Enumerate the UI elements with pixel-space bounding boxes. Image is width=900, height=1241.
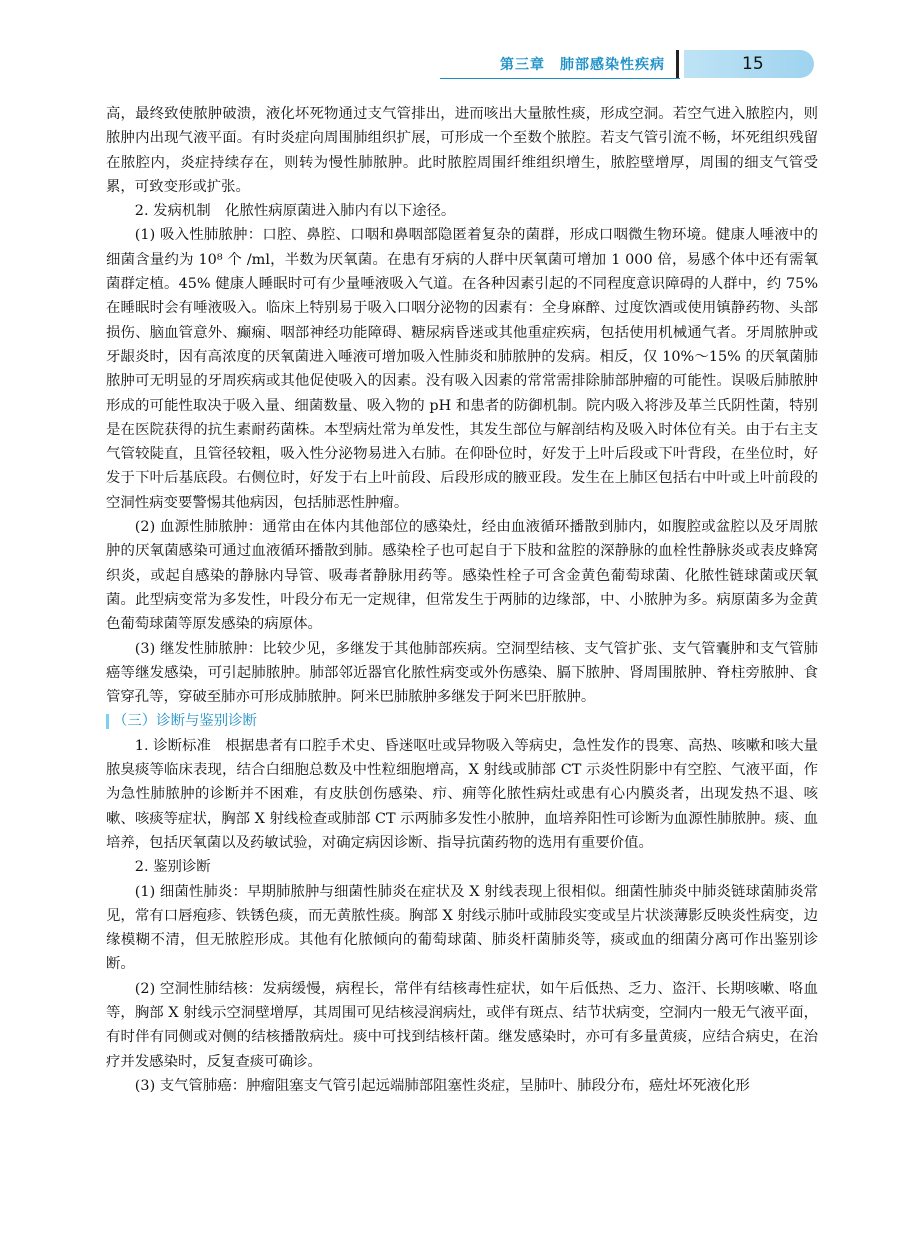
paragraph: (2) 血源性肺脓肿：通常由在体内其他部位的感染灶，经由血液循环播散到肺内，如腹腔或盆腔以及牙周脓肿的厌氧菌感染可通过血液循环播散到肺。感染栓子也可起自于下肢和盆腔的深静脉的血栓性静脉炎或表皮蜂窝织炎，或起自感染的静脉内导管、吸毒者静脉用药等。感染性栓子可含金黄色葡萄球菌、化脓性链球菌或厌氧菌。此型病变常为多发性，叶段分布无一定规律，但常发生于两肺的边缘部，中、小脓肿为多。病原菌多为金黄色葡萄球菌等原发感染的病原体。 [106, 519, 818, 633]
header-divider [676, 50, 679, 78]
page-number: 15 [742, 54, 764, 74]
paragraph: (1) 吸入性肺脓肿：口腔、鼻腔、口咽和鼻咽部隐匿着复杂的菌群，形成口咽微生物环境。健康人唾液中的细菌含量约为 10⁸ 个 /ml，半数为厌氧菌。在患有牙病的人群中厌氧菌可增加 1 000 倍，易感个体中还有需氧菌群定植。45% 健康人睡眠时可有少量唾液吸入气道。在各种因素引起的不同程度意识障碍的人群中，约 75% 在睡眠时会有唾液吸入。临床上特别易于吸入口咽分泌物的因素有：全身麻醉、过度饮酒或使用镇静药物、头部损伤、脑血管意外、癫痫、咽部神经功能障碍、糖尿病昏迷或其他重症疾病，包括使用机械通气者。牙周脓肿或牙龈炎时，因有高浓度的厌氧菌进入唾液可增加吸入性肺炎和肺脓肿的发病。相反，仅 10%～15% 的厌氧菌肺脓肿可无明显的牙周疾病或其他促使吸入的因素。没有吸入因素的常常需排除肺部肿瘤的可能性。误吸后肺脓肿形成的可能性取决于吸入量、细菌数量、吸入物的 pH 和患者的防御机制。院内吸入将涉及革兰氏阴性菌，特别是在医院获得的抗生素耐药菌株。本型病灶常为单发性，其发生部位与解剖结构及吸入时体位有关。由于右主支气管较陡直，且管径较粗，吸入性分泌物易进入右肺。在仰卧位时，好发于上叶后段或下叶背段，在坐位时，好发于下叶后基底段。右侧位时，好发于右上叶前段、后段形成的腋亚段。发生在上肺区包括右中叶或上叶前段的空洞性病变要警惕其他病因，包括肺恶性肿瘤。 [106, 227, 818, 511]
paragraph: (3) 支气管肺癌：肿瘤阻塞支气管引起远端肺部阻塞性炎症，呈肺叶、肺段分布，癌灶坏死液化形 [134, 1077, 750, 1094]
section-heading-text: （三）诊断与鉴别诊断 [113, 713, 257, 730]
heading-marker [106, 714, 109, 729]
paragraph: (3) 继发性肺脓肿：比较少见，多继发于其他肺部疾病。空洞型结核、支气管扩张、支气管囊肿和支气管肺癌等继发感染，可引起肺脓肿。肺部邻近器官化脓性病变或外伤感染、膈下脓肿、肾周围脓肿、脊柱旁脓肿、食管穿孔等，穿破至肺亦可形成肺脓肿。阿米巴肺脓肿多继发于阿米巴肝脓肿。 [106, 640, 818, 706]
paragraph: 高，最终致使脓肿破溃，液化坏死物通过支气管排出，进而咳出大量脓性痰，形成空洞。若空气进入脓腔内，则脓肿内出现气液平面。有时炎症向周围肺组织扩展，可形成一个至数个脓腔。若支气管引流不畅，坏死组织残留在脓腔内，炎症持续存在，则转为慢性肺脓肿。此时脓腔周围纤维组织增生，脓腔壁增厚，周围的细支气管受累，可致变形或扩张。 [106, 106, 818, 195]
running-header [0, 48, 900, 82]
section-heading [106, 709, 818, 733]
paragraph: (1) 细菌性肺炎：早期肺脓肿与细菌性肺炎在症状及 X 射线表现上很相似。细菌性肺炎中肺炎链球菌肺炎常见，常有口唇疱疹、铁锈色痰，而无黄脓性痰。胸部 X 射线示肺叶或肺段实变或呈片状淡薄影反映炎性病变，边缘模糊不清，但无脓腔形成。其他有化脓倾向的葡萄球菌、肺炎杆菌肺炎等，痰或血的细菌分离可作出鉴别诊断。 [106, 883, 818, 973]
page-body [106, 102, 818, 1098]
header-rule [440, 78, 680, 79]
subheading-differential: 2. 鉴别诊断 [134, 859, 211, 876]
subheading-pathogenesis: 2. 发病机制 化脓性病原菌进入肺内有以下途径。 [134, 203, 456, 220]
chapter-title: 第三章 肺部感染性疾病 [500, 57, 665, 73]
paragraph: 1. 诊断标准 根据患者有口腔手术史、昏迷呕吐或异物吸入等病史，急性发作的畏寒、高热、咳嗽和咳大量脓臭痰等临床表现，结合白细胞总数及中性粒细胞增高，X 射线或肺部 CT 示炎性阴影中有空腔、气液平面，作为急性肺脓肿的诊断并不困难，有皮肤创伤感染、疖、痈等化脓性病灶或患有心内膜炎者，出现发热不退、咳嗽、咳痰等症状，胸部 X 射线检查或肺部 CT 示两肺多发性小脓肿，血培养阳性可诊断为血源性肺脓肿。痰、血培养，包括厌氧菌以及药敏试验，对确定病因诊断、指导抗菌药物的选用有重要价值。 [106, 737, 818, 851]
paragraph: (2) 空洞性肺结核：发病缓慢，病程长，常伴有结核毒性症状，如午后低热、乏力、盗汗、长期咳嗽、咯血等，胸部 X 射线示空洞壁增厚，其周围可见结核浸润病灶，或伴有斑点、结节状病变，空洞内一般无气液平面，有时伴有同侧或对侧的结核播散病灶。痰中可找到结核杆菌。继发感染时，亦可有多量黄痰，应结合病史，在治疗并发感染时，反复查痰可确诊。 [106, 980, 818, 1070]
